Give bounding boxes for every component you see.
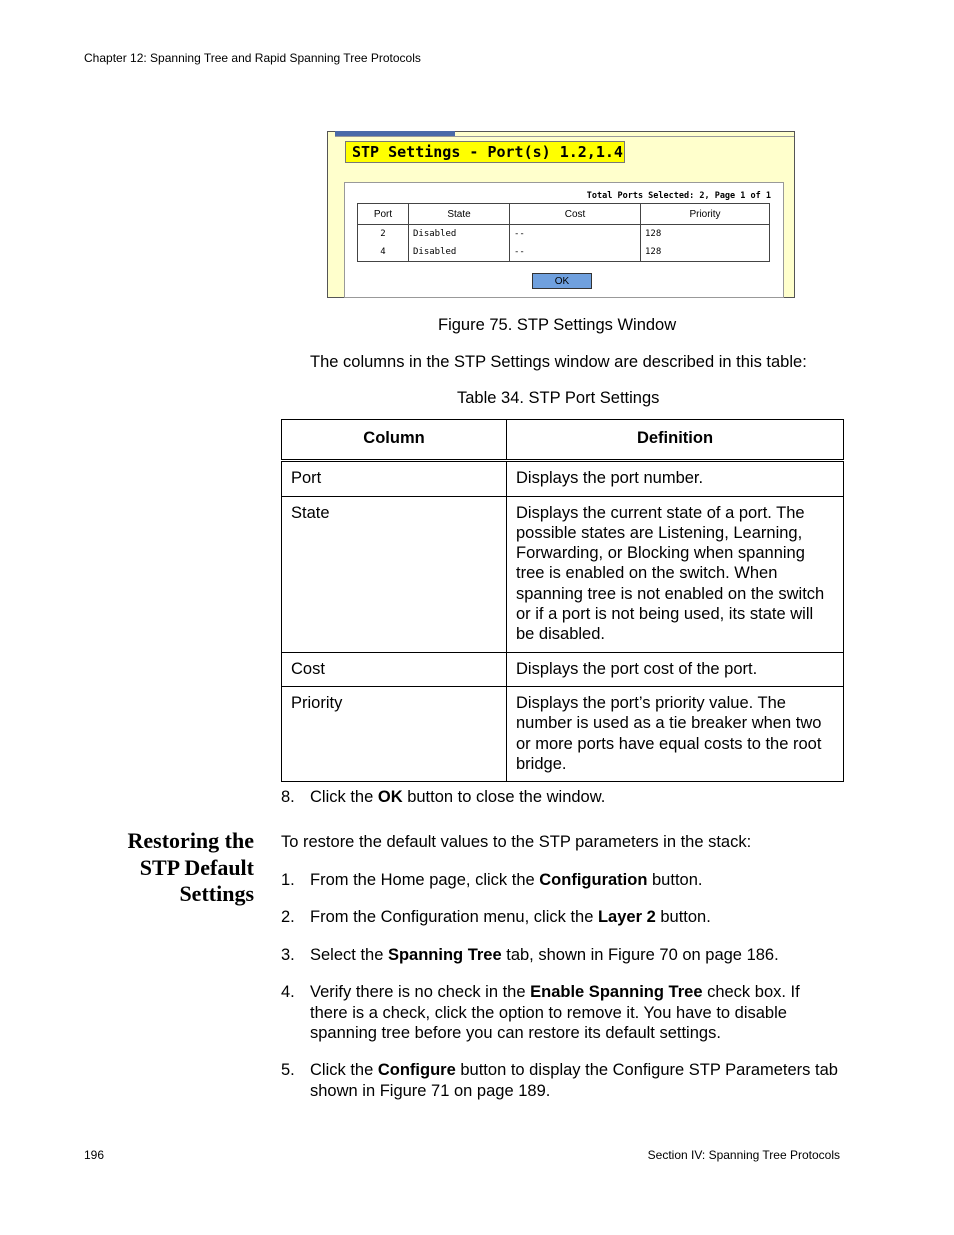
definition-cell: Displays the port number.: [507, 461, 844, 496]
running-footer: Section IV: Spanning Tree Protocols: [647, 1148, 840, 1162]
stp-settings-window-figure: [327, 131, 795, 298]
step-bold: Enable Spanning Tree: [530, 983, 703, 1001]
step-8: [281, 787, 841, 808]
port-settings-table: [357, 203, 770, 262]
step-text: From the Configuration menu, click the: [310, 908, 598, 926]
definition-cell: Displays the current state of a port. The possible states are Listening, Learning, Forwarding, or Blocking when spanning tree is enabled on the switch. When spanning tree is not enabled on the switch or if a port is not being used, its state will be disabled.: [507, 496, 844, 652]
section-heading: [84, 828, 254, 908]
column-cell: Port: [282, 461, 507, 496]
column-header-priority: Priority: [641, 204, 770, 225]
step-bold: Spanning Tree: [387, 946, 502, 964]
column-header-port: Port: [358, 204, 409, 225]
table-row: [358, 225, 770, 244]
step-text: tab, shown in Figure 70 on page 186.: [501, 946, 779, 964]
definition-cell: Displays the port cost of the port.: [507, 652, 844, 686]
window-title: STP Settings - Port(s) 1.2,1.4: [345, 141, 625, 163]
step-number: 5.: [281, 1061, 295, 1079]
table-intro: The columns in the STP Settings window are described in this table:: [310, 353, 807, 371]
column-header-cost: Cost: [510, 204, 641, 225]
step-text: button.: [655, 908, 711, 926]
cell-port: 2: [358, 225, 409, 244]
step-text: Click the: [310, 1061, 378, 1079]
definition-header: Definition: [507, 420, 844, 461]
heading-line: Restoring the: [127, 828, 254, 853]
step-5: [281, 1060, 841, 1101]
table-row: [282, 496, 844, 652]
cell-cost: --: [510, 225, 641, 244]
step-number: 1.: [281, 871, 295, 889]
step-text: Click the: [310, 788, 378, 806]
figure-caption: Figure 75. STP Settings Window: [438, 316, 677, 334]
column-cell: Priority: [282, 686, 507, 781]
cell-priority: 128: [641, 225, 770, 244]
column-cell: Cost: [282, 652, 507, 686]
column-header: Column: [282, 420, 507, 461]
step-text: button.: [647, 871, 703, 889]
stp-port-settings-table: [281, 419, 844, 782]
step-number: 8.: [281, 788, 295, 806]
step-2: [281, 907, 841, 928]
step-bold: OK: [377, 788, 403, 806]
step-bold: Layer 2: [597, 908, 656, 926]
window-separator: [335, 136, 794, 137]
table-header-row: [358, 204, 770, 225]
running-header: Chapter 12: Spanning Tree and Rapid Spanning Tree Protocols: [84, 51, 421, 65]
step-4: [281, 982, 841, 1044]
step-text: From the Home page, click the: [310, 871, 540, 889]
step-1: [281, 870, 841, 891]
table-row: [282, 686, 844, 781]
step-text: check box. If there is a check, click the option to remove it. You have to disable spanning tree before you can restore its default settings.: [310, 983, 800, 1042]
heading-line: Settings: [179, 881, 254, 906]
step-number: 4.: [281, 983, 295, 1001]
step-3: [281, 945, 841, 966]
step-text: Select the: [310, 946, 388, 964]
cell-priority: 128: [641, 243, 770, 262]
step-number: 2.: [281, 908, 295, 926]
column-cell: State: [282, 496, 507, 652]
step-bold: Configure: [377, 1061, 456, 1079]
table-caption: Table 34. STP Port Settings: [457, 389, 660, 407]
ok-button[interactable]: OK: [532, 273, 592, 289]
step-text: button to close the window.: [402, 788, 606, 806]
section-intro: To restore the default values to the STP parameters in the stack:: [281, 833, 752, 851]
cell-state: Disabled: [409, 243, 510, 262]
definition-cell: Displays the port’s priority value. The number is used as a tie breaker when two or more ports have equal costs to the root bridge.: [507, 686, 844, 781]
step-text: button to display the Configure STP Parameters tab shown in Figure 71 on page 189.: [310, 1061, 838, 1100]
heading-line: STP Default: [139, 854, 254, 880]
cell-cost: --: [510, 243, 641, 262]
step-text: Verify there is no check in the: [310, 983, 531, 1001]
table-row: [282, 461, 844, 496]
column-header-state: State: [409, 204, 510, 225]
step-bold: Configuration: [539, 871, 648, 889]
table-header-row: [282, 420, 844, 461]
cell-state: Disabled: [409, 225, 510, 244]
table-row: [358, 243, 770, 262]
page-number: 196: [84, 1148, 105, 1162]
step-number: 3.: [281, 946, 295, 964]
total-ports-label: Total Ports Selected: 2, Page 1 of 1: [586, 191, 771, 201]
table-row: [282, 652, 844, 686]
cell-port: 4: [358, 243, 409, 262]
